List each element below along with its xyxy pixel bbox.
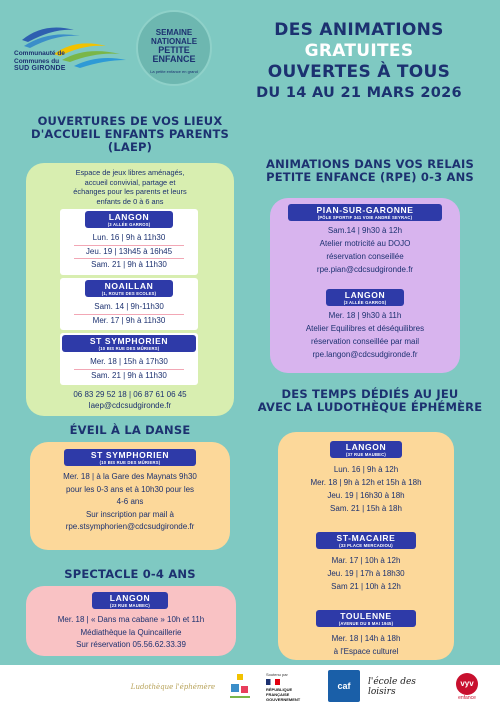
rpe-langon-details (270, 309, 460, 361)
schedule-line: Mer. 18 | 9h à 12h et 15h à 18h (310, 478, 422, 487)
rpe-line: Atelier Equilibres et déséquilibres (305, 324, 425, 333)
laep-phone[interactable]: 06 83 29 52 18 | 06 87 61 06 45 (73, 390, 187, 399)
soutenu-text: Soutenu par (266, 671, 288, 677)
laep-langon-schedule (60, 232, 198, 272)
ludotheque-text: Ludothèque l'éphémère (130, 682, 216, 691)
laep-email[interactable]: laep@cdcsudgironde.fr (88, 401, 172, 410)
intro-line: enfants de 0 à 6 ans (96, 196, 164, 206)
gouv-text: GOUVERNEMENT (266, 696, 301, 702)
ludotheque-logo (128, 665, 218, 708)
schedule-line: Mer. 17 | 9h à 11h30 (92, 315, 166, 325)
rpe-line: Mer. 18 | 9h30 à 11h (328, 311, 402, 320)
partner-shapes-icon (228, 672, 252, 702)
gouv-text: FRANÇAISE (266, 691, 290, 697)
place-name: LANGON (344, 290, 386, 300)
rpe-line: Sam.14 | 9h30 à 12h (327, 226, 403, 235)
rpe-line: Atelier motricité au DOJO (319, 239, 411, 248)
spectacle-line: Mer. 18 | « Dans ma cabane » 10h et 11h (57, 615, 205, 624)
place-address: (3 ALLÉE GARROS) (343, 300, 387, 305)
schedule-line: Mar. 17 | 10h à 12h (331, 556, 401, 565)
place-address: (33 PLACE MERCADIOU) (339, 543, 393, 548)
danse-title: ÉVEIL À LA DANSE (69, 423, 191, 437)
ludo-toulenne-schedule (278, 632, 454, 658)
schedule-line: Sam. 21 | 9h à 11h30 (91, 370, 167, 380)
laep-contact (26, 389, 234, 411)
place-pill (316, 532, 416, 549)
semaine-petite-enfance-logo (136, 10, 212, 86)
schedule-line: Sam. 21 | 15h à 18h (330, 504, 402, 513)
place-pill (62, 335, 196, 352)
place-pill (316, 610, 416, 627)
schedule-line: Lun. 16 | 9h à 11h30 (92, 233, 166, 242)
semaine-tagline: La petite enfance en grand (150, 69, 198, 74)
rpe-line: réservation conseillée par mail (310, 337, 420, 346)
place-name: PIAN-SUR-GARONNE (316, 205, 414, 215)
rpe-title-line: ANIMATIONS DANS VOS RELAIS (266, 157, 474, 171)
place-pill (64, 449, 196, 466)
title-date: DU 14 AU 21 MARS 2026 (256, 85, 462, 101)
place-address: (10 BIS RUE DES MÛRIERS) (98, 346, 160, 351)
semaine-line: ENFANCE (152, 54, 196, 64)
danse-line: Sur inscription par mail à (85, 509, 175, 519)
place-pill (288, 204, 442, 221)
place-pill (330, 441, 402, 458)
ludo-title (252, 388, 488, 414)
gouvernement-logo (266, 665, 322, 708)
caf-text: caf (337, 681, 351, 691)
caf-logo (328, 670, 360, 702)
place-address: (AVENUE DU 8 MAI 1945) (338, 621, 394, 626)
spectacle-title: SPECTACLE 0-4 ANS (64, 567, 196, 581)
place-name: ST-MACAIRE (336, 533, 396, 543)
page-title (230, 20, 488, 103)
rpe-title (252, 158, 488, 184)
laep-noaillan-schedule (60, 301, 198, 327)
rpe-email[interactable]: rpe.langon@cdcsudgironde.fr (312, 350, 418, 359)
intro-line: Espace de jeux libres aménagés, (75, 168, 185, 177)
place-pill (85, 211, 173, 228)
title-line: OUVERTES À TOUS (267, 62, 451, 82)
cdc-line: Communauté de (14, 50, 65, 57)
french-flag-icon (266, 679, 280, 685)
schedule-line: Lun. 16 | 9h à 12h (333, 465, 399, 474)
ecole-des-loisirs-logo (368, 665, 446, 708)
schedule-line: Sam. 21 | 9h à 11h30 (91, 260, 167, 269)
spectacle-details (26, 614, 236, 652)
place-address: (37 RUE MAUBEC) (346, 452, 386, 457)
ludo-stmacaire-schedule (278, 554, 454, 593)
place-pill (85, 280, 173, 297)
semaine-line: SEMAINE (155, 28, 193, 37)
schedule-line: Sam. 14 | 9h-11h30 (94, 302, 164, 311)
place-name: TOULENNE (340, 611, 392, 621)
place-address: (1, ROUTE DES ECOLES) (101, 291, 157, 296)
ludo-title-line: AVEC LA LUDOTHÈQUE ÉPHÉMÈRE (257, 400, 483, 414)
place-name: NOAILLAN (104, 281, 154, 291)
schedule-line: Jeu. 19 | 13h45 à 16h45 (85, 246, 173, 256)
schedule-line: Sam 21 | 10h à 12h (331, 582, 401, 591)
laep-title-line: (LAEP) (107, 140, 153, 154)
schedule-line: à l'Espace culturel (333, 647, 399, 656)
partners-footer (0, 665, 500, 708)
place-address: (23 RUE MAUBEC) (110, 603, 150, 608)
spectacle-line: Sur réservation 05.56.62.33.39 (76, 640, 186, 649)
place-address: (10 BIS RUE DES MÛRIERS) (99, 460, 161, 465)
semaine-line: PETITE (158, 45, 190, 55)
ecole-text: l'école des loisirs (368, 676, 416, 697)
vyv-sub: enfance (458, 694, 476, 701)
place-address: (3 ALLÉE GARROS) (107, 222, 151, 227)
gouv-text: RÉPUBLIQUE (266, 686, 293, 692)
laep-title-line: OUVERTURES DE VOS LIEUX (37, 114, 223, 128)
danse-email[interactable]: rpe.stsymphorien@cdcsudgironde.fr (65, 522, 195, 531)
schedule-line: Mer. 18 | 15h à 17h30 (90, 357, 168, 366)
place-pill (92, 592, 168, 609)
title-line: DES ANIMATIONS (274, 20, 444, 40)
intro-line: échanges pour les parents et leurs (73, 187, 187, 196)
spectacle-line: Médiathèque la Quincaillerie (80, 627, 182, 637)
vyv-enfance-logo (450, 665, 484, 708)
laep-title-line: D'ACCUEIL ENFANTS PARENTS (30, 127, 230, 141)
place-name: LANGON (345, 442, 387, 452)
cdc-logo-text (14, 50, 66, 73)
place-name: ST SYMPHORIEN (89, 336, 169, 346)
rpe-line: réservation conseillée (326, 252, 404, 261)
rpe-title-line: PETITE ENFANCE (RPE) 0-3 ANS (266, 170, 474, 184)
intro-line: accueil convivial, partage et (84, 177, 176, 187)
cdc-line: Communes du (14, 57, 60, 65)
danse-details (30, 471, 230, 534)
rpe-pian-details (270, 224, 460, 276)
rpe-email[interactable]: rpe.pian@cdcsudgironde.fr (316, 265, 414, 274)
place-name: LANGON (108, 212, 150, 222)
title-line: GRATUITES (304, 41, 414, 61)
place-name: LANGON (109, 593, 151, 603)
ludo-title-line: DES TEMPS DÉDIÉS AU JEU (281, 387, 459, 401)
laep-stsymphorien-schedule (60, 356, 198, 382)
laep-title (14, 115, 246, 154)
vyv-text: vyv (456, 673, 478, 695)
place-address: (PÔLE SPORTIF 341 VOIE ANDRÉ SEYRAC) (317, 215, 413, 220)
partner-icon (222, 665, 258, 708)
place-pill (326, 289, 404, 306)
laep-intro (30, 168, 230, 206)
schedule-line: Jeu. 19 | 16h30 à 18h (327, 491, 405, 500)
danse-line: pour les 0-3 ans et à 10h30 pour les (65, 484, 195, 494)
danse-line: Mer. 18 | à la Gare des Maynats 9h30 (63, 472, 197, 481)
cdc-line: SUD GIRONDE (14, 65, 66, 72)
semaine-line: NATIONALE (150, 37, 198, 46)
schedule-line: Jeu. 19 | 17h à 18h30 (327, 569, 405, 578)
schedule-line: Mer. 18 | 14h à 18h (331, 634, 401, 643)
place-name: ST SYMPHORIEN (90, 450, 170, 460)
ludo-langon-schedule (278, 463, 454, 515)
danse-line: 4-6 ans (116, 497, 144, 506)
